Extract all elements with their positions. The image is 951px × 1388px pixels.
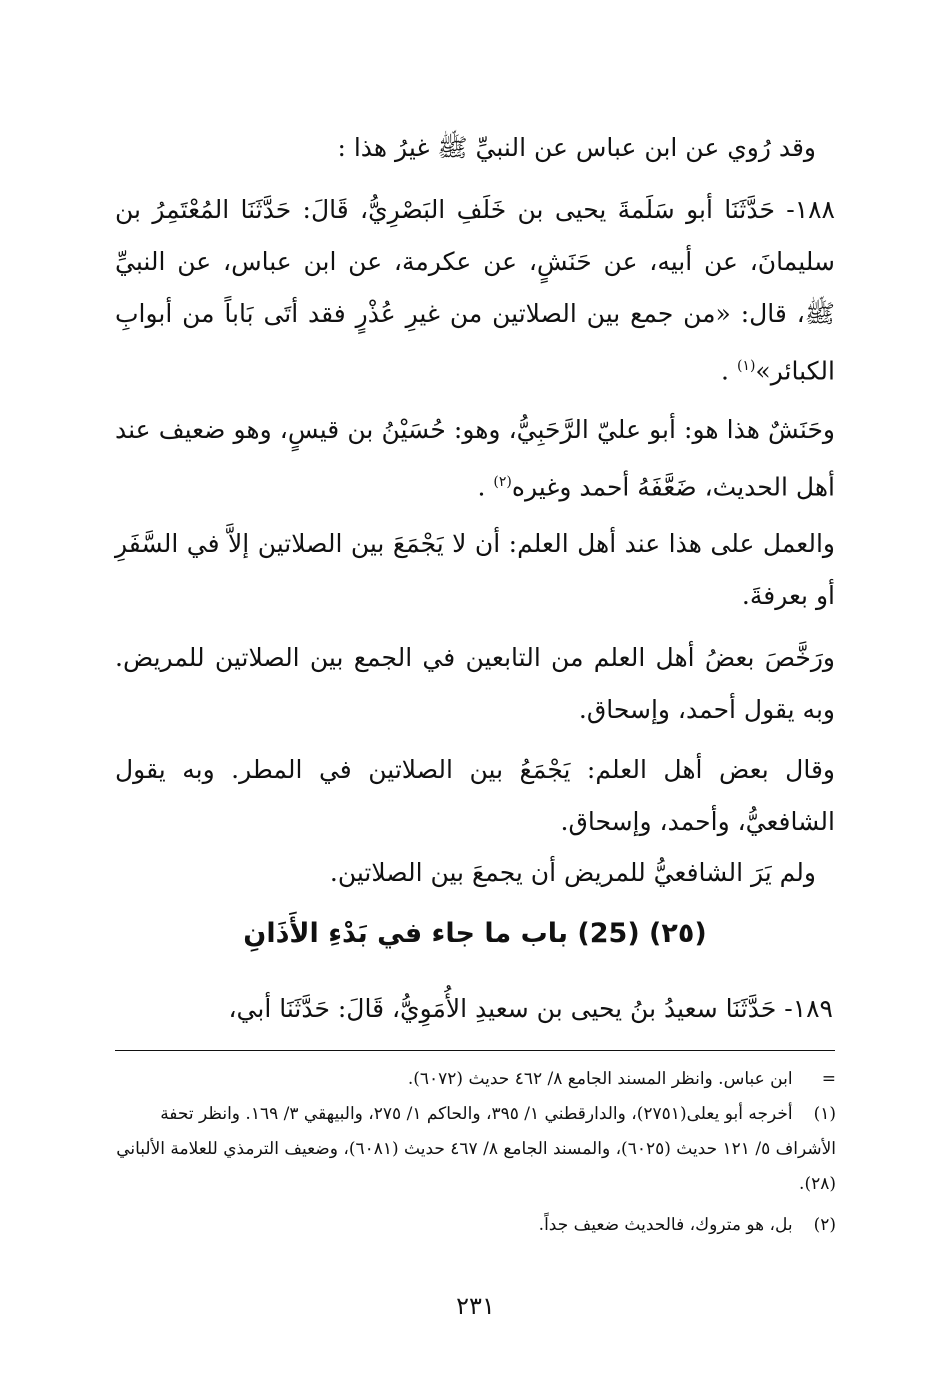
hanash-paragraph [115,404,835,513]
hadith-188-text: ١٨٨- حَدَّثَنَا أبو سَلَمةَ يحيى بن خَلَفِ البَصْرِيُّ، قَالَ: حَدَّثَنَا المُعْتَمِرُ بن سليمانَ، عن أبيه، عن حَنَشٍ، عن عكرمة، عن ابن عباس، عن النبيِّ ﷺ، قال: «من جمع بين الصلاتين من غيرِ عُذْرٍ فقد أتَى بَاباً من أبوابِ الكبائر» [115,195,835,386]
page-number: ٢٣١ [456,1292,495,1320]
footnote-divider [115,1050,835,1051]
footnote-2 [116,1208,836,1243]
rakhas-paragraph: ورَخَّصَ بعضُ أهل العلم من التابعين في الجمع بين الصلاتين للمريض. وبه يقول أحمد، وإسحاق. [115,643,835,724]
footnote-2-text: بل، هو متروك، فالحديث ضعيف جداً. [538,1215,793,1235]
footnote-1 [116,1097,836,1202]
continuation-text: ابن عباس. وانظر المسند الجامع ٨/ ٤٦٢ حديث (٦٠٧٢). [407,1069,793,1089]
footnote-ref-2: (٢) [493,474,512,490]
intro-line: وقد رُوي عن ابن عباس عن النبيِّ ﷺ غيرُ هذا : [337,133,816,162]
footnote-ref-1: (١) [736,358,756,374]
footnote-2-label: (٢) [813,1215,836,1235]
hadith-188-end: . [721,356,737,386]
footnote-1-text: أخرجه أبو يعلى(٢٧٥١)، والدارقطني ١/ ٣٩٥، والحاكم ١/ ٢٧٥، والبيهقي ٣/ ١٦٩. وانظر تحفة الأشراف ٥/ ١٢١ حديث (٦٠٢٥)، والمسند الجامع ٨/ ٤٦٧ حديث (٦٠٨١)، وضعيف الترمذي للعلامة الألباني (٢٨). [116,1104,836,1194]
hadith-188-paragraph [115,184,835,397]
lam-line: ولم يَرَ الشافعيُّ للمريض أن يجمعَ بين الصلاتين. [329,858,816,887]
continuation-mark: = [821,1069,836,1089]
hanash-text: وحَنَشٌ هذا هو: أبو عليّ الرَّحَبِيُّ، وهو: حُسَيْنُ بن قيسٍ، وهو ضعيف عند أهل الحديث، ضَعَّفَهُ أحمد وغيره [115,415,835,502]
qal-paragraph: وقال بعض أهل العلم: يَجْمَعُ بين الصلاتين في المطر. وبه يقول الشافعيُّ، وأحمد، وإسحاق. [115,755,835,836]
hadith-189-line: ١٨٩- حَدَّثَنَا سعيدُ بنُ يحيى بن سعيدِ الأُمَوِيُّ، قَالَ: حَدَّثَنَا أبي، [228,994,833,1023]
hanash-end: . [477,472,494,502]
footnote-continuation [116,1062,836,1097]
chapter-heading: (٢٥) (25) باب ما جاء في بَدْءِ الأَذَانِ [243,918,707,949]
footnote-1-label: (١) [813,1104,836,1124]
amal-paragraph: والعمل على هذا عند أهل العلم: أن لا يَجْمَعَ بين الصلاتين إلاَّ في السَّفَرِ أو بعرفةَ. [115,529,835,610]
